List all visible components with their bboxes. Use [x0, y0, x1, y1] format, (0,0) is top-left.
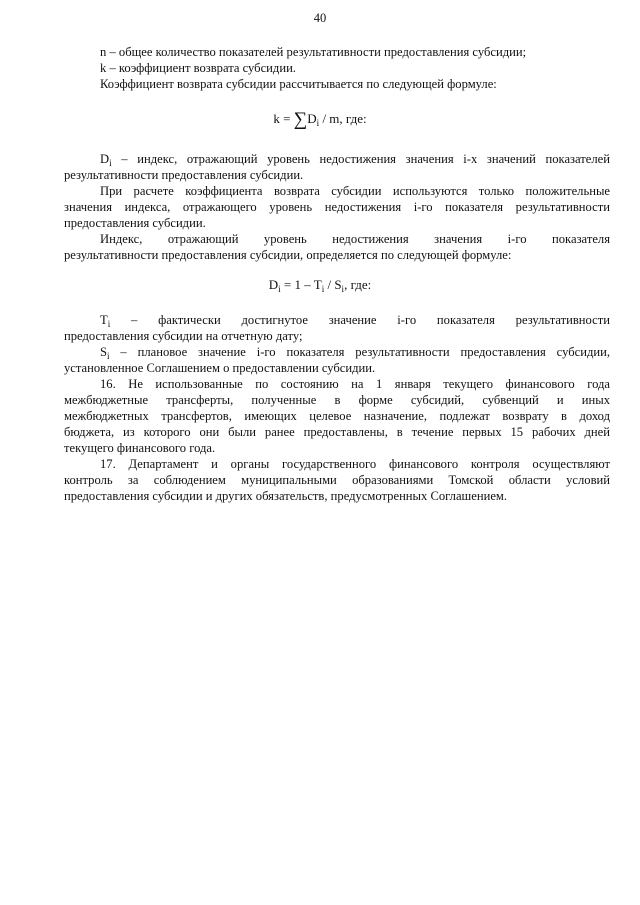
definition-n: n – общее количество показателей результативности предоставления субсидии;	[100, 45, 527, 59]
formula-d: $D_i = 1 - T_i / S_i$, где:	[268, 277, 372, 294]
clause-16-line1: 16. Не использованные по состоянию на 1 января текущего финансового года	[100, 377, 610, 391]
definition-di-line1: $D_i$ – индекс, отражающий уровень недостижения значения i-х значений показателей	[100, 152, 610, 168]
clause-16-line3: межбюджетных трансфертов, имеющих целевое назначение, подлежат возврату в доход	[64, 409, 610, 423]
definition-di-line2: результативности предоставления субсидии.	[64, 168, 304, 182]
page-number: 40	[313, 11, 327, 25]
clause-17-line2: контроль за соблюдением муниципальными образованиями Томской области условий	[64, 473, 610, 487]
definition-si-line2: установленное Соглашением о предоставлении субсидии.	[64, 361, 376, 375]
clause-17-line1: 17. Департамент и органы государственного финансового контроля осуществляют	[100, 457, 610, 471]
definition-si-line1: $S_i$ – плановое значение i-го показателя результативности предоставления субсидии,	[100, 345, 610, 361]
positive-values-line2: значения индекса, отражающего уровень недостижения i-го показателя результативности	[64, 200, 610, 214]
clause-17-line3: предоставления субсидии и других обязательств, предусмотренных Соглашением.	[64, 489, 508, 503]
definition-ti-line1: $T_i$ – фактически достигнутое значение i-го показателя результативности	[100, 313, 610, 329]
clause-16-line5: текущего финансового года.	[64, 441, 216, 455]
index-intro-line2: результативности предоставления субсидии, определяется по следующей формуле:	[64, 248, 512, 262]
positive-values-line1: При расчете коэффициента возврата субсидии используются только положительные	[100, 184, 610, 198]
clause-16-line2: межбюджетные трансферты, полученные в форме субсидий, субвенций и иных	[64, 393, 610, 407]
formula-k-intro: Коэффициент возврата субсидии рассчитывается по следующей формуле:	[100, 77, 497, 91]
definition-ti-line2: предоставления субсидии на отчетную дату;	[64, 329, 303, 343]
definition-k: k – коэффициент возврата субсидии.	[100, 61, 296, 75]
sigma-symbol: ∑	[293, 109, 308, 130]
positive-values-line3: предоставления субсидии.	[64, 216, 206, 230]
formula-k: $k = \sum D_i / m$, где:	[273, 109, 367, 130]
index-intro-line1: Индекс, отражающий уровень недостижения значения i-го показателя	[100, 232, 610, 246]
clause-16-line4: бюджета, из которого они были ранее предоставлены, в течение первых 15 рабочих дней	[64, 425, 610, 439]
